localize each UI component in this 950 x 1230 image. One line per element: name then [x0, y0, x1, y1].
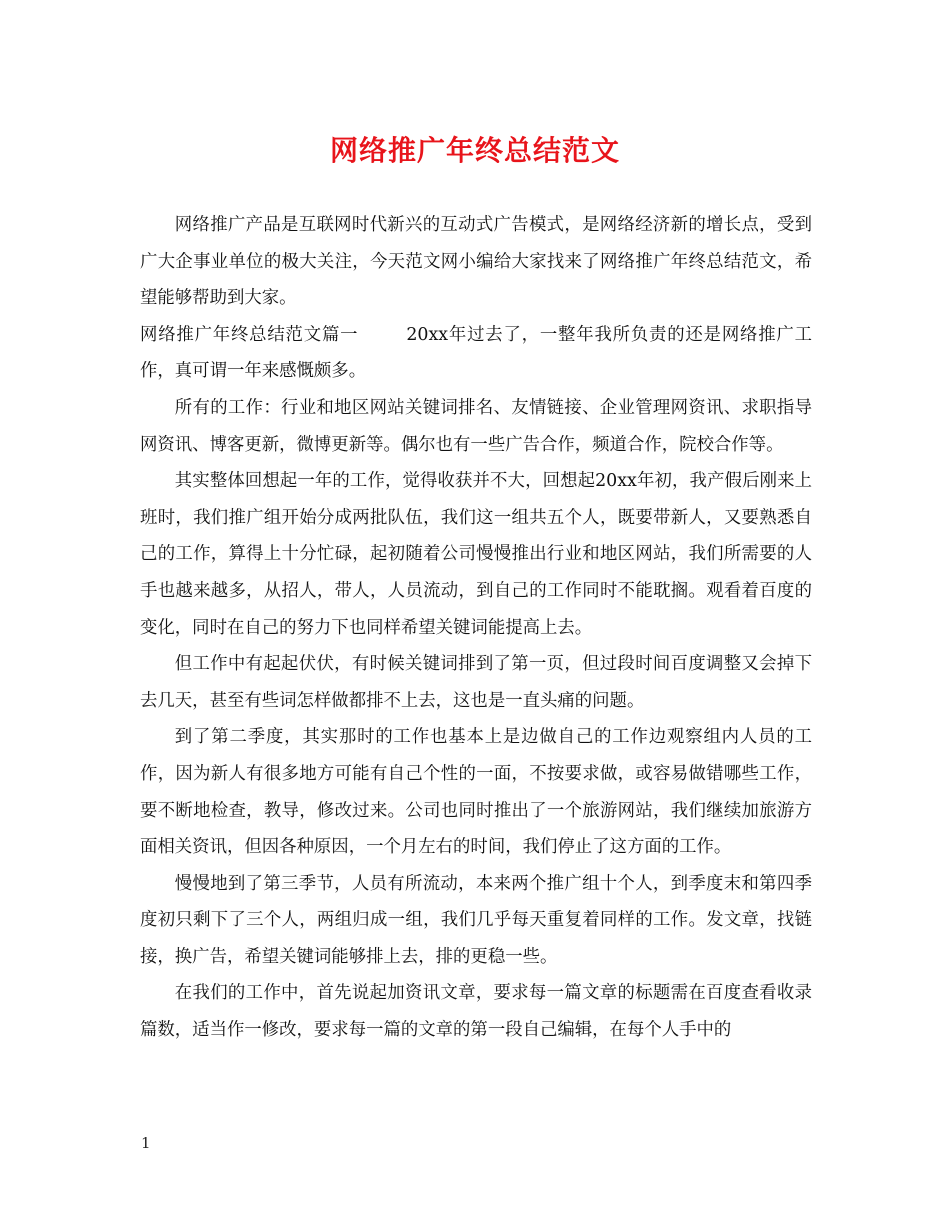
- body-paragraph: 到了第二季度，其实那时的工作也基本上是边做自己的工作边观察组内人员的工作，因为新人有很多地方可能有自己个性的一面，不按要求做，或容易做错哪些工作，要不断地检查，教导，修改过来。公司也同时推出了一个旅游网站，我们继续加旅游方面相关资讯，但因各种原因，一个月左右的时间，我们停止了这方面的工作。: [140, 727, 812, 858]
- body-paragraph: 慢慢地到了第三季节，人员有所流动，本来两个推广组十个人，到季度末和第四季度初只剩下了三个人，两组归成一组，我们几乎每天重复着同样的工作。发文章，找链接，换广告，希望关键词能够排上去，排的更稳一些。: [140, 873, 812, 967]
- page-number: 1: [141, 1134, 151, 1152]
- body-paragraph: 在我们的工作中，首先说起加资讯文章，要求每一篇文章的标题需在百度查看收录篇数，适当作一修改，要求每一篇的文章的第一段自己编辑，在每个人手中的: [140, 983, 812, 1041]
- section-paragraph: [140, 317, 812, 390]
- section-heading: 网络推广年终总结范文篇一: [140, 324, 359, 345]
- intro-paragraph: 网络推广产品是互联网时代新兴的互动式广告模式，是网络经济新的增长点，受到广大企事业单位的极大关注，今天范文网小编给大家找来了网络推广年终总结范文，希望能够帮助到大家。: [140, 215, 812, 309]
- body-paragraph: 其实整体回想起一年的工作，觉得收获并不大，回想起20xx年初，我产假后刚来上班时，我们推广组开始分成两批队伍，我们这一组共五个人，既要带新人，又要熟悉自己的工作，算得上十分忙碌，起初随着公司慢慢推出行业和地区网站，我们所需要的人手也越来越多，从招人，带人，人员流动，到自己的工作同时不能耽搁。观看着百度的变化，同时在自己的努力下也同样希望关键词能提高上去。: [140, 471, 812, 638]
- body-paragraph: 所有的工作：行业和地区网站关键词排名、友情链接、企业管理网资讯、求职指导网资讯、博客更新，微博更新等。偶尔也有一些广告合作，频道合作，院校合作等。: [140, 397, 812, 455]
- body-paragraph: 但工作中有起起伏伏，有时候关键词排到了第一页，但过段时间百度调整又会掉下去几天，甚至有些词怎样做都排不上去，这也是一直头痛的问题。: [140, 654, 812, 711]
- document-title: 网络推广年终总结范文: [329, 134, 620, 167]
- section-lead: 20xx年过去了，一整年我所负责的还是网络推广工作，真可谓一年来感慨颇多。: [140, 324, 812, 382]
- document-body: [140, 207, 812, 1049]
